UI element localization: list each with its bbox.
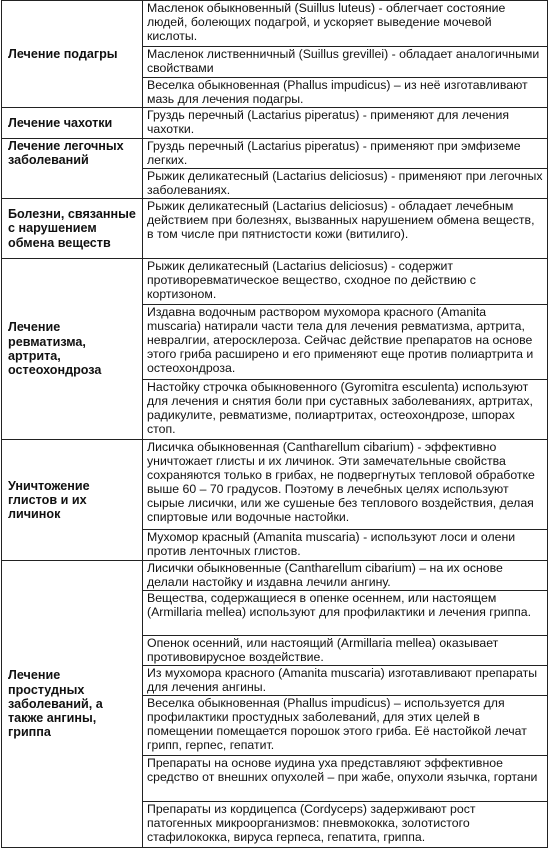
remedy-cell: Груздь перечный (Lactarius piperatus) - применяют для лечения чахотки. (143, 108, 548, 139)
remedy-cell: Из мухомора красного (Amanita muscaria) изготавливают препараты для лечения ангины. (143, 666, 548, 696)
table-row (2, 1, 548, 47)
table-row (2, 440, 548, 530)
table-row (2, 259, 548, 305)
remedy-cell: Издавна водочным раствором мухомора красного (Amanita muscaria) натирали части тела для лечения ревматизма, артрита, невралгии, атеросклероза. Сейчас действие препаратов на основе этого гриба расширено и его применяют еще против полиартрита и остеохондроза. (143, 305, 548, 380)
remedy-cell: Мухомор красный (Amanita muscaria) - используют лоси и олени против ленточных глистов. (143, 530, 548, 561)
category-cell: Лечение чахотки (2, 108, 143, 139)
category-cell: Уничтожение глистов и их личинок (2, 440, 143, 561)
category-cell: Болезни, связанные с нарушением обмена веществ (2, 199, 143, 259)
remedy-cell: Препараты на основе иудина уха представляют эффективное средство от внешних опухолей – при жабе, опухоли язычка, гортани (143, 756, 548, 802)
remedy-cell: Веселка обыкновенная (Phallus impudicus) – из неё изготавливают мазь для лечения подагры. (143, 78, 548, 108)
remedy-cell: Груздь перечный (Lactarius piperatus) - применяют при эмфиземе легких. (143, 139, 548, 169)
category-cell: Лечение ревматизма, артрита, остеохондроза (2, 259, 143, 440)
remedy-cell: Препараты из кордицепса (Cordyceps) задерживают рост патогенных микроорганизмов: пневмококка, золотистого стафилококка, вируса герпеса, гепатита, гриппа. (143, 802, 548, 848)
remedies-table (1, 0, 548, 848)
remedy-cell: Масленок обыкновенный (Suillus luteus) - облегчает состояние людей, болеющих подагрой, и ускоряет выведение мочевой кислоты. (143, 1, 548, 47)
table-row (2, 139, 548, 169)
table-row (2, 108, 548, 139)
remedy-cell: Рыжик деликатесный (Lactarius deliciosus) - применяют при легочных заболеваниях. (143, 169, 548, 199)
category-cell: Лечение подагры (2, 1, 143, 108)
remedy-cell: Рыжик деликатесный (Lactarius deliciosus) - содержит противоревматическое вещество, сходное по действию с кортизоном. (143, 259, 548, 305)
remedy-cell: Опенок осенний, или настоящий (Armillaria mellea) оказывает противовирусное воздействие. (143, 636, 548, 666)
remedy-cell: Веселка обыкновенная (Phallus impudicus) – используется для профилактики простудных заболеваний, для этих целей в помещении помещается порошок этого гриба. Её настойкой лечат грипп, герпес, гепатит. (143, 696, 548, 756)
remedy-cell: Настойку строчка обыкновенного (Gyromitra esculenta) используют для лечения и снятия боли при суставных заболеваниях, артритах, радикулите, ревматизме, полиартритах, остеохондрозе, шпорах стоп. (143, 380, 548, 440)
table-row (2, 561, 548, 591)
category-cell: Лечение простудных заболеваний, а также ангины, гриппа (2, 561, 143, 848)
remedy-cell: Лисичка обыкновенная (Cantharellum cibarium) - эффективно уничтожает глисты и их личинок. Эти замечательные свойства сохраняются только в грибах, не подвергнутых тепловой обработке выше 60 – 70 градусов. Поэтому в лечебных целях используют сырые лисички, или же сушеные без теплового воздействия, делая спиртовые или водочные настойки. (143, 440, 548, 530)
remedy-cell: Вещества, содержащиеся в опенке осеннем, или настоящем (Armillaria mellea) используют для профилактики и лечения гриппа. (143, 591, 548, 636)
category-cell: Лечение легочных заболеваний (2, 139, 143, 199)
remedy-cell: Лисички обыкновенные (Cantharellum cibarium) – на их основе делали настойку и издавна лечили ангину. (143, 561, 548, 591)
table-row (2, 199, 548, 259)
remedy-cell: Масленок лиственничный (Suillus grevillei) - обладает аналогичными свойствами (143, 47, 548, 78)
remedy-cell: Рыжик деликатесный (Lactarius deliciosus) - обладает лечебным действием при болезнях, вызванных нарушением обмена веществ, в том числе при пятнистости кожи (витилиго). (143, 199, 548, 259)
